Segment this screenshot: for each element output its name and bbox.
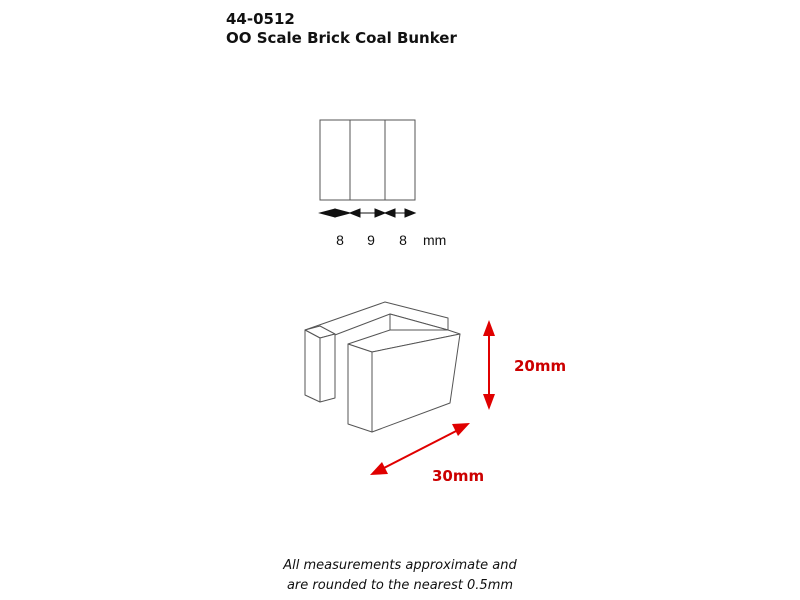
segment-label-middle: 9	[367, 232, 375, 248]
segment-label-left: 8	[336, 232, 344, 248]
section-dimension-arrows	[320, 209, 415, 217]
section-middle	[350, 120, 385, 200]
top-view	[320, 120, 415, 200]
measurement-note-line-1: All measurements approximate and	[283, 558, 517, 573]
segment-label-right: 8	[399, 232, 407, 248]
segment-unit-label: mm	[423, 232, 447, 248]
height-dimension-arrow	[483, 320, 495, 410]
section-right	[385, 120, 415, 200]
product-title: OO Scale Brick Coal Bunker	[226, 29, 457, 47]
arrowhead-right-inner	[385, 209, 395, 217]
section-left	[320, 120, 350, 200]
left-wall-outer-face	[305, 330, 320, 402]
arrowhead-right	[405, 209, 415, 217]
arrowhead-mid-right	[375, 209, 385, 217]
product-code: 44-0512	[226, 10, 295, 28]
front-wall-end-face	[348, 344, 372, 432]
left-wall-side-face	[320, 334, 335, 402]
measurement-note-line-2: are rounded to the nearest 0.5mm	[286, 578, 514, 593]
arrowhead-left	[320, 209, 335, 217]
height-label: 20mm	[514, 357, 567, 375]
bunker-3d-view	[305, 302, 460, 432]
arrowhead-mid-left	[350, 209, 360, 217]
arrowhead-left-inner	[335, 209, 350, 217]
width-label: 30mm	[432, 467, 485, 485]
